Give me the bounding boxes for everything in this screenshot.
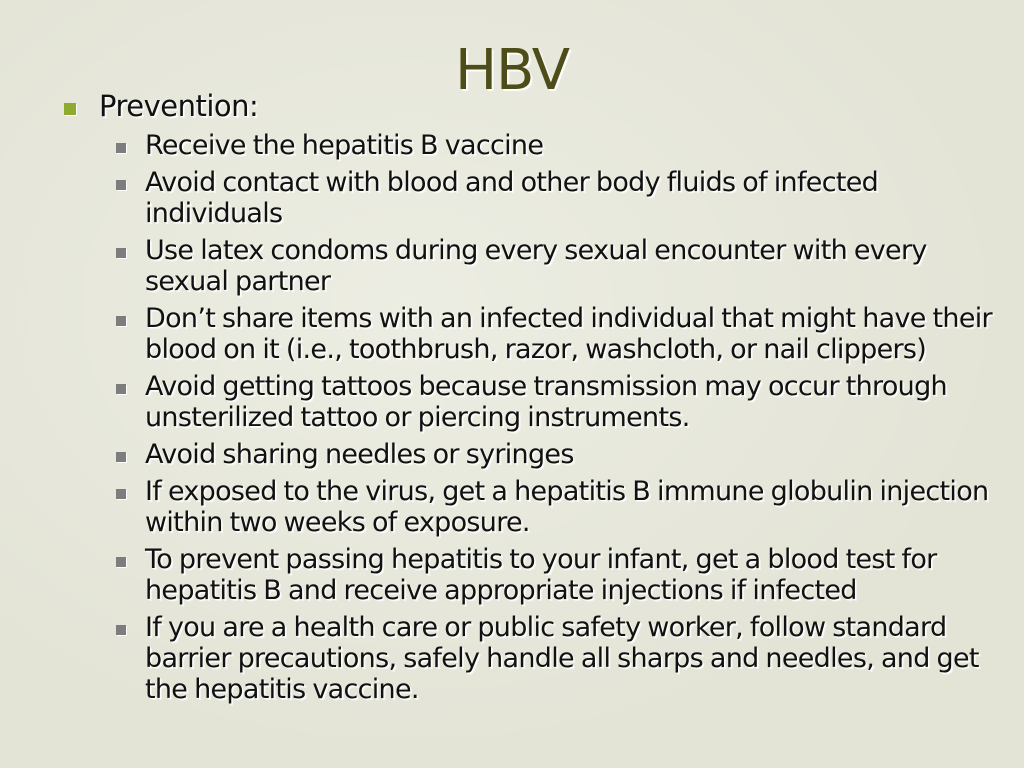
square-bullet-icon: [116, 557, 126, 567]
list-item-text: Don’t share items with an infected individual that might have their blood on it (i.e., toothbrush, razor, washcloth, or nail clippers): [145, 303, 992, 365]
list-item: [116, 235, 1006, 297]
slide-title: HBV: [454, 38, 570, 103]
square-bullet-icon: [116, 452, 126, 462]
square-bullet-icon: [116, 384, 126, 394]
list-item-text: To prevent passing hepatitis to your infant, get a blood test for hepatitis B and receive appropriate injections if infected: [145, 544, 937, 606]
list-item-text: Use latex condoms during every sexual encounter with every sexual partner: [145, 235, 927, 297]
prevention-label: Prevention:: [99, 89, 259, 123]
list-item-text: If you are a health care or public safety worker, follow standard barrier precautions, safely handle all sharps and needles, and get the hepatitis vaccine.: [145, 612, 979, 705]
square-bullet-icon: [116, 180, 126, 190]
square-bullet-icon: [64, 103, 76, 115]
list-item: [116, 476, 1006, 538]
list-item-text: Avoid contact with blood and other body fluids of infected individuals: [145, 167, 879, 229]
square-bullet-icon: [116, 316, 126, 326]
list-item: [116, 544, 1006, 606]
prevention-list: [116, 130, 1006, 711]
list-item-text: Avoid sharing needles or syringes: [145, 439, 574, 470]
prevention-heading: [64, 88, 258, 124]
square-bullet-icon: [116, 248, 126, 258]
list-item: [116, 167, 1006, 229]
list-item: [116, 439, 1006, 470]
square-bullet-icon: [116, 489, 126, 499]
list-item-text: If exposed to the virus, get a hepatitis B immune globulin injection within two weeks of exposure.: [145, 476, 989, 538]
list-item-text: Receive the hepatitis B vaccine: [145, 130, 544, 161]
square-bullet-icon: [116, 625, 126, 635]
list-item: [116, 371, 1006, 433]
square-bullet-icon: [116, 143, 126, 153]
list-item: [116, 303, 1006, 365]
list-item: [116, 612, 1006, 705]
list-item-text: Avoid getting tattoos because transmission may occur through unsterilized tattoo or piercing instruments.: [145, 371, 947, 433]
list-item: [116, 130, 1006, 161]
